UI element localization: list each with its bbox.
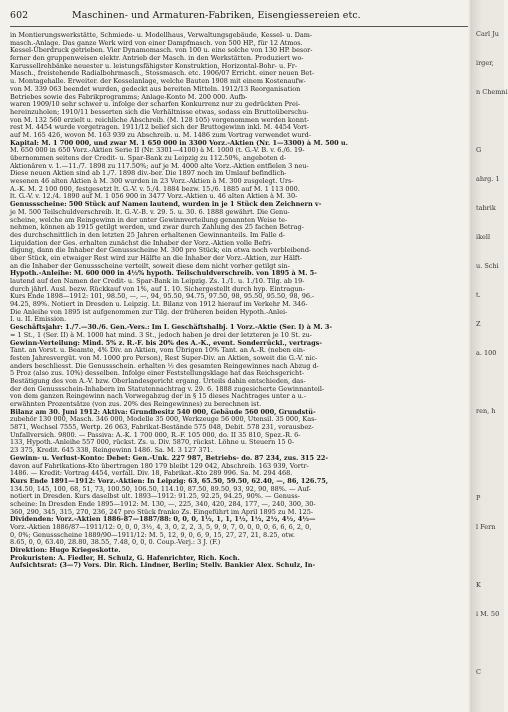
margin-fragment: tabrik (476, 204, 496, 212)
text-line: nehmen, können ab 1915 getilgt werden, und zwar durch Zahlung des 25 fachen Betrag- (10, 223, 304, 232)
margin-fragment: Carl Ju (476, 30, 499, 38)
margin-fragment: Z (476, 320, 481, 328)
text-line: Aktionären v. 1.—11./7. 1898 zu 117.50%; auf je M. 4000 alte Vorz.-Aktien entfielen 3 neu- (10, 161, 309, 170)
text-line: zubehör 130 000, Masch. 346 000, Modelle 35 000, Werkzeuge 56 000, Utensil. 35 000, Kas- (10, 415, 317, 424)
margin-fragment: t. (476, 291, 481, 299)
page-header (10, 10, 470, 26)
margin-fragment: a. 100 (476, 349, 497, 357)
text-line: Geschäftsjahr: 1./7.—30./6. Gen.-Vers.: Im I. Geschäftshalbj. 1 Vorz.-Aktie (Ser. I) à M. 3- (10, 323, 333, 332)
text-line: Bestätigung des von A.-V. bzw. Oberlandesgericht ergang. Urteils dahin entschieden, das- (10, 376, 306, 385)
text-line: Bilanz am 30. Juni 1912: Aktiva: Grundbesitz 540 000, Gebäude 560 000, Grundstü- (10, 407, 316, 416)
text-line: 5871, Wechsel 7555, Wertp. 26 063, Fabrikat-Bestände 575 048, Debit. 578 231, vorausbez- (10, 423, 314, 432)
text-line: Gewinn-Verteilung: Mind. 5% z. R.-F. bis 20% des A.-K., event. Sonderrückl., vertrags- (10, 338, 323, 347)
text-line: Kurs Ende 1898—1912: 101, 98.50, —, —, 94, 95.50, 94.75, 97.50, 98, 95.50, 95.50, 98, 96.- (10, 292, 315, 301)
text-line: anders beschliesst. Die Genussschein. erhalten ½ des gesamten Reingewinnes nach Abzug d- (10, 361, 319, 370)
text-line: Vorz.-Aktien 1886/87—1911/12: 0, 0, 0, 3½, 4, 3, 0, 2, 2, 3, 5, 9, 9, 7, 0, 0, 0, 0, 6, 6, 6, 2, 0, (10, 523, 312, 531)
text-line: des durchschnittlich in den letzten 25 Jahren erhaltenen Gewinnanteils. Im Falle d- (10, 230, 286, 239)
main-text-column (10, 32, 470, 570)
margin-fragment: l Fern (476, 523, 496, 531)
text-line: von dem ganzen Reingewinn nach Vorwegabzug der in § 15 dieses Nachtrages unter a u.- (10, 392, 307, 401)
text-line: M. 650 000 in 650 Vorz.-Aktien Serie II (Nr. 3301—4100) à M. 1000 (t. G.-V. B. v. 6./6. 19- (10, 146, 305, 155)
margin-fragment: ahrg. 1 (476, 175, 500, 183)
text-line: Prokuristen: A. Fiedler, H. Schulz, G. Hafenrichter, Rich. Koch. (10, 553, 240, 562)
margin-fragment: G (476, 146, 482, 154)
text-line: an die Inhaber der Genussscheine verteilt, soweit diese dem nicht vorher getilgt sin- (10, 261, 290, 270)
text-line: scheine: In Dresden Ende 1895—1912: M. 130, —, 225, 340, 420, 284, 177, —, 240, 300, 30- (10, 499, 316, 508)
text-line: digung, dann die Inhaber der Genussscheine M. 300 pro Stück; ein etwa noch verbleibend- (10, 246, 312, 255)
text-line: erwähnten Prozentsätze (von zus. 20% des Reingewinnes) zu berechnen ist. (10, 400, 262, 408)
text-line: 94.25, 89%. Notiert in Dresden u. Leipzig. Lt. Bilanz von 1912 hierauf im Verkehr M. 346- (10, 300, 308, 309)
text-line: A.-K. M. 2 100 000, festgesetzt lt. G.-V. v. 5./4. 1884 bezw. 15./6. 1885 auf M. 1 113 000. (10, 184, 300, 193)
text-line: Betriebes sowie des Fabrikprogramms; Anlage-Konto M. 200 000. Aufb- (10, 92, 248, 101)
text-line: masch.-Anlage. Das ganze Werk wird von einer Dampfmasch. von 500 HP., für 12 Atmos. (10, 38, 303, 47)
running-title: Maschinen- und Armaturen-Fabriken, Eisengiessereien etc. (72, 10, 361, 21)
text-line: waren 1909/10 sehr schwer u. infolge der scharfen Konkurrenz nur zu gedrückten Prei- (10, 100, 301, 109)
text-line: notiert in Dresden. Kurs daselbst ult. 1893—1912: 91.25, 92.25, 94.25, 90%. — Genuss- (10, 492, 300, 501)
text-line: je M. 500 Teilschuldverschreib. lt. G.-V.-B. v. 29. 5. u. 30. 6. 1888 gewährt. Die Genu- (10, 207, 290, 216)
text-line: festen Jahresvergüt. von M. 1000 pro Person), Rest Super-Div. an Aktien, soweit die G.-V. nic- (10, 353, 318, 362)
text-line: durch jährl. Ausl. bezw. Rückkauf von 1%, auf 1. 10. Sichergestellt durch hyp. Eintragun- (10, 284, 305, 293)
text-line: 360, 290, 345, 315, 270, 236, 247 pro Stück franko Zs. Eingeführt im April 1895 zu M. 125- (10, 507, 314, 516)
margin-fragment: ikell (476, 233, 491, 241)
text-line: Die Anleihe von 1895 ist aufgenommen zur Tilg. der früheren beiden Hypoth.-Anlei- (10, 307, 288, 316)
text-line: Karussellrehbänke neuester u. leistungsfähigster Konstruktion, Horizontal-Bohr- u. Fr- (10, 61, 298, 70)
text-line: 133, Hypoth.-Anleihe 557 000, rückst. Zs. u. Div. 5870, rückst. Löhne u. Steuern 15 0- (10, 438, 295, 447)
margin-fragment: u. Schi (476, 262, 499, 270)
margin-fragment: C (476, 668, 481, 676)
text-line: von M. 132 560 erzielt u. reichliche Abschreib. (M. 128 105) vorgenommen werden konnt- (10, 115, 309, 124)
margin-fragment: irger, (476, 59, 494, 67)
text-line: Dividenden: Vorz.-Aktien 1886-87—1887/88: 0, 0, 0, 1½, 1, 1, 1½, 1½, 2½, 4½, 4½— (10, 515, 316, 524)
text-line: übernommen seitens der Credit- u. Spar-Bank zu Leipzig zu 112.50%, angeboten d- (10, 154, 287, 162)
text-line: in Montierungswerkstätte, Schmiede- u. Modellhaus, Verwaltungsgebäude, Kessel- u. Dam- (10, 31, 313, 39)
text-line: Tant. an Vorst. u. Beamte, 4% Div. an Aktien, vom Übrigen 10% Tant. an A.-R. (neben ein- (10, 346, 306, 355)
text-line: 0, 0%; Genussscheine 1889/90—1911/12: M. 5, 12, 9, 0, 6, 9, 15, 27, 27, 21, 8.25, otw. (10, 530, 296, 539)
header-rule (10, 26, 470, 27)
text-line: Kurs Ende 1891—1912: Vorz.-Aktien: In Leipzig: 63, 65.50, 59.50, 62.40, —, 86, 126.75, (10, 476, 329, 485)
text-line: ferner den gruppenweisen elektr. Antrieb der Masch. in den Werkstätten. Produziert wo- (10, 54, 304, 63)
text-line: Masch., freistehende Radialbohrmasch., Stossmasch. etc. 1906/07 Erricht. einer neuen Bet- (10, 69, 315, 78)
text-line: Direktion: Hugo Kriegeskotte. (10, 546, 121, 555)
text-line: 1486. — Kredit: Vortrag 4454, verfall. Div. 18, Fabrikat.-Kto 289 996. Sa. M. 294 468. (10, 469, 293, 478)
text-line: lt. G.-V. v. 12./4. 1890 auf M. 1 056 900 in 3477 Vorz.-Aktien u. 46 alten Aktien à M. 30- (10, 192, 298, 201)
text-line: von M. 339 063 beendet wurden, gedeckt aus bereiten Mitteln. 1912/13 Reorganisation (10, 84, 301, 93)
text-line: I. u. II. Emission. (10, 315, 67, 324)
text-line: rest M. 4454 wurde vorgetragen. 1911/12 belief sich der Bruttogewinn inkl. M. 4454 Vort- (10, 123, 309, 132)
text-line: Unfallversich. 9800. — Passiva: A.-K. 1 700 000, R.-F. 105 000, do. II 35 810, Spez.-R. 6- (10, 430, 301, 439)
text-line: Diese neuen Aktien sind ab 1./7. 1898 div.-ber. Die 1897 noch im Umlauf befindlich- (10, 169, 287, 178)
text-line: = 1 St., 1 (Ser. II) à M. 1000 hat mind. 3 St., jedoch haben je drei der letzteren je 10 St. zu- (10, 330, 312, 339)
text-line: wesenen 46 alten Aktien à M. 300 wurden in 23 Vorz.-Aktien à M. 300 zusgelegt. Urs- (10, 177, 294, 186)
text-line: Hypoth.-Anleihe: M. 600 000 in 4½% hypoth. Teilschuldverschreib. von 1895 à M. 5- (10, 269, 317, 278)
margin-fragment: n Chemni (476, 88, 508, 96)
text-line: lautend auf den Namen der Credit- u. Spar-Bank in Leipzig. Zs. 1./1. u. 1./10. Tilg. ab 19- (10, 277, 305, 285)
text-line: Kapital: M. 1 700 000, und zwar M. 1 650 000 in 3300 Vorz.-Aktien (Nr. 1—3300) à M. 500 u. (10, 138, 348, 147)
text-line: Aufsichtsrat: (3—7) Vors. Dir. Rich. Lindner, Berlin; Stellv. Bankier Alex. Schulz, In- (10, 561, 316, 570)
text-line: u. Montagehalle. Erweiter. der Kesselanlage, welche Bauten 1908 mit einem Kostenaufw- (10, 77, 306, 86)
text-line: Kessel-Überdruck getrieben. Vier Dynamomasch. von 100 u. eine solche von 130 HP. besor- (10, 46, 313, 55)
text-line: davon auf Fabrikations-Kto übertragen 180 179 bleibt 129 042, Abschreib. 163 939, Vortr- (10, 461, 309, 470)
text-line: 5 Proz (also zus. 10%) desselben. Infolge einer Feststellungsklage hat das Reichsgericht- (10, 369, 305, 378)
page-number: 602 (10, 10, 29, 21)
text-line: 8.65, 0, 0, 63.40, 28.80, 38.55, 7.48, 0, 0, 0. Coup.-Verj.: 3 J. (F.) (10, 538, 221, 547)
text-line: Gewinn- u. Verlust-Konto: Debet: Gen.-Unk. 227 987, Betriebs- do. 87 234, zus. 315 22- (10, 453, 329, 462)
adjacent-page-strip (472, 0, 508, 712)
text-line: auf M. 165 426, wovon M. 163 939 zu Abschreib. u. M. 1486 zum Vortrag verwendet wurd- (10, 130, 312, 139)
text-line: der den Genussschein-Inhabern im Statutennachtrag v. 29. 6. 1888 zugesicherte Gewinnanteil- (10, 384, 325, 393)
margin-fragment: ren, h (476, 407, 496, 415)
margin-fragment: P (476, 494, 481, 502)
margin-fragment: K (476, 581, 481, 589)
text-line: scheine, welche am Reingewinn in der unter Gewinnverteilung genannten Weise te- (10, 215, 288, 224)
text-line: über Stück, ein etwaiger Rest wird zur Hälfte an die Inhaber der Vorz.-Aktien, zur Hälft- (10, 253, 303, 262)
text-line: hereinzuholen; 1910/11 besserten sich die Verhältnisse etwas, sodass ein Bruttoüberschu- (10, 107, 309, 116)
text-line: Liquidation der Ges. erhalten zunächst die Inhaber der Vorz.-Aktien volle Befri- (10, 238, 273, 247)
text-line: 23 375, Kredit. 645 338, Reingewinn 1486. Sa. M. 3 127 371. (10, 446, 213, 455)
margin-fragment: i M. 50 (476, 610, 500, 618)
text-line: 134.50, 145, 100, 68, 51, 73, 100.50, 106.50, 114.10, 87.50, 89.50, 93, 92, 90, 88%. — Auf- (10, 484, 311, 493)
text-line: Genussscheine: 500 Stück auf Namen lautend, wurden in je 1 Stück den Zeichnern v- (10, 200, 322, 209)
